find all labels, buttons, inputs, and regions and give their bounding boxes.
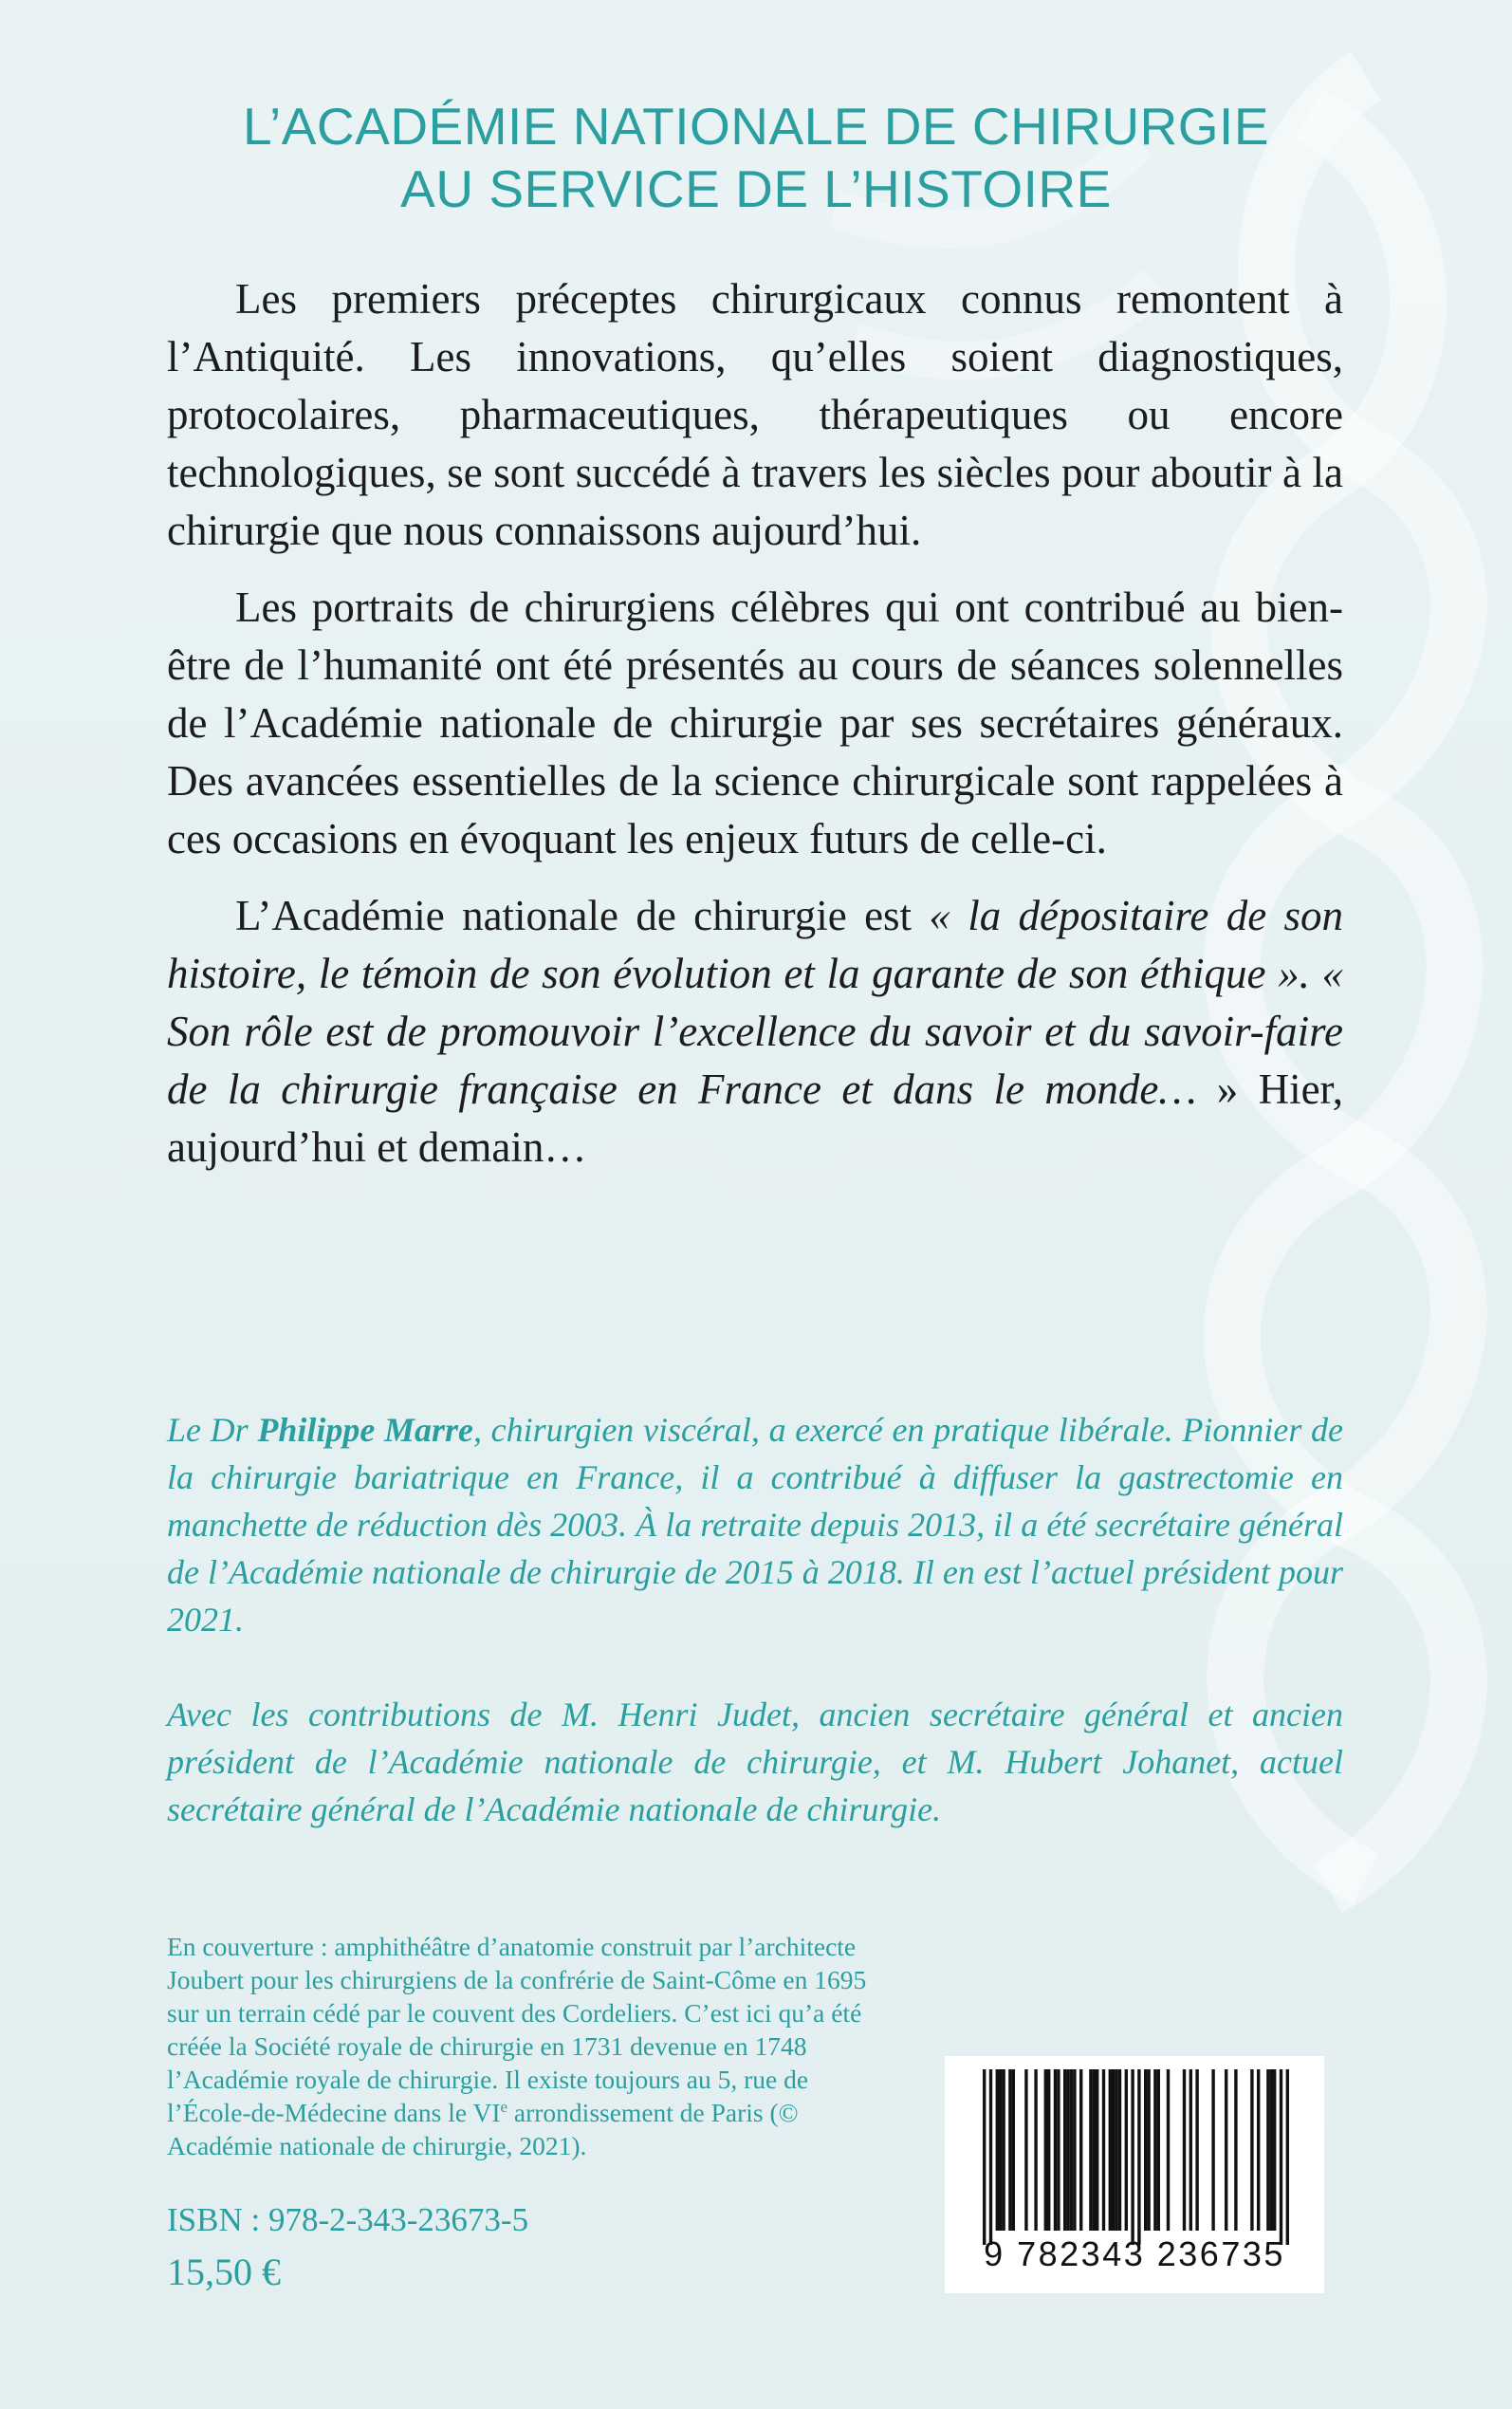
barcode-bar xyxy=(1073,2069,1076,2231)
barcode-bar xyxy=(1024,2069,1027,2231)
barcode-bar xyxy=(1167,2069,1170,2231)
barcode-bar xyxy=(1034,2069,1037,2231)
barcode-bar xyxy=(1047,2069,1050,2231)
title-line-2: AU SERVICE DE L’HISTOIRE xyxy=(400,159,1112,218)
barcode-digits: 9 782343 236735 xyxy=(984,2234,1285,2273)
barcode-bar xyxy=(1183,2069,1186,2231)
summary-paragraph-1: Les premiers préceptes chirurgicaux connus remontent à l’Antiquité. Les innovations, qu’elles soient diagnostiques, protocolaires, pharmaceutiques, thérapeutiques ou encore technologiques, se sont succédé à travers les siècles pour aboutir à la chirurgie que nous connaissons aujourd’hui. xyxy=(167,275,1343,554)
contributors-paragraph: Avec les contributions de M. Henri Judet, ancien secrétaire général et ancien président de l’Académie nationale de chirurgie, et M. Hubert Johanet, actuel secrétaire général de l’Académie nationale de chirurgie. xyxy=(167,1696,1343,1828)
author-bio xyxy=(167,1406,1343,1881)
barcode-bar xyxy=(1195,2069,1198,2231)
title-line-1: L’ACADÉMIE NATIONALE DE CHIRURGIE xyxy=(242,97,1270,156)
barcode-bar xyxy=(1131,2069,1134,2245)
bio-prefix: Le Dr xyxy=(167,1411,258,1449)
barcode-bar xyxy=(983,2069,986,2245)
caption-superscript: e xyxy=(500,2097,508,2116)
barcode-bar xyxy=(1144,2069,1147,2231)
barcode-bar xyxy=(1096,2069,1098,2231)
barcode-bar xyxy=(1257,2069,1260,2231)
barcode-bar xyxy=(1089,2069,1092,2231)
barcode-bar xyxy=(1286,2069,1289,2245)
academy-quote: « la dépositaire de son histoire, le témoin de son évolution et la garante de son éthique ». « Son rôle est de promouvoir l’excellence du savoir et du savoir-faire de la chirurgie française en France et dans le monde… xyxy=(167,892,1344,1113)
summary-paragraph-2: Les portraits de chirurgiens célèbres qui ont contribué au bien-être de l’humanité ont été présentés au cours de séances solennelles de l’Académie nationale de chirurgie par ses secrétaires généraux. Des avancées essentielles de la science chirurgicale sont rappelées à ces occasions en évoquant les enjeux futurs de celle-ci. xyxy=(167,584,1343,862)
barcode-bar xyxy=(1070,2069,1073,2231)
barcode-bar xyxy=(1147,2069,1150,2231)
barcode-bar xyxy=(1012,2069,1015,2231)
barcode-bar xyxy=(1125,2069,1128,2231)
barcode-bar xyxy=(1115,2069,1117,2231)
barcode-bar xyxy=(1234,2069,1237,2231)
barcode-bar xyxy=(1225,2069,1227,2231)
author-name: Philippe Marre xyxy=(257,1411,473,1449)
bio-description: , chirurgien viscéral, a exercé en pratique libérale. Pionnier de la chirurgie bariatrique en France, il a contribué à diffuser la gastrectomie en manchette de réduction dès 2003. À la retraite depuis 2013, il a été secrétaire général de l’Académie nationale de chirurgie de 2015 à 2018. Il en est l’actuel président pour 2021. xyxy=(167,1411,1343,1639)
author-bio-paragraph xyxy=(167,1406,1343,1643)
barcode-bar xyxy=(999,2069,1002,2231)
back-cover-title xyxy=(0,95,1512,220)
summary-paragraph-3 xyxy=(167,887,1343,1177)
barcode-bar xyxy=(1079,2069,1082,2231)
paragraph-3-intro: L’Académie nationale de chirurgie est xyxy=(235,892,930,939)
caption-text: En couverture : amphithéâtre d’anatomie construit par l’architecte Joubert pour les chirurgiens de la confrérie de Saint-Côme en 1695 sur un terrain cédé par le couvent des Cordeliers. C’est ici qu’a été créée la Société royale de chirurgie en 1731 devenue en 1748 l’Académie royale de chirurgie. Il existe toujours au 5, rue de l’École-de-Médecine dans le VI xyxy=(167,1932,867,2127)
barcode-bar xyxy=(1002,2069,1005,2231)
barcode-bar xyxy=(1250,2069,1253,2231)
barcode-bar xyxy=(1266,2069,1269,2231)
barcode-bar xyxy=(1153,2069,1156,2231)
barcode-bar xyxy=(1093,2069,1096,2231)
barcode-bar xyxy=(1211,2069,1214,2231)
barcode-bar xyxy=(1044,2069,1047,2231)
barcode-bar xyxy=(1270,2069,1273,2231)
barcode-bar xyxy=(1109,2069,1112,2231)
barcode-bar xyxy=(1008,2069,1011,2231)
barcode-bar xyxy=(1280,2069,1282,2245)
barcode xyxy=(945,2056,1324,2293)
summary-text xyxy=(167,270,1343,1195)
paragraph-3-ending: » Hier, aujourd’hui et demain… xyxy=(167,1066,1343,1171)
barcode-bar xyxy=(1112,2069,1115,2231)
barcode-bar xyxy=(1063,2069,1066,2231)
barcode-bar xyxy=(996,2069,999,2231)
price: 15,50 € xyxy=(167,2251,281,2293)
caption-text-end: arrondissement de Paris (© Académie nationale de chirurgie, 2021). xyxy=(167,2098,799,2160)
barcode-bar xyxy=(1054,2069,1057,2231)
isbn: ISBN : 978-2-343-23673-5 xyxy=(167,2201,529,2238)
barcode-bar xyxy=(1102,2069,1105,2231)
barcode-bar xyxy=(1273,2069,1276,2231)
barcode-bar xyxy=(1057,2069,1060,2231)
barcode-bar xyxy=(1157,2069,1160,2231)
barcode-bar xyxy=(1118,2069,1121,2231)
barcode-bar xyxy=(1066,2069,1069,2231)
barcode-bar xyxy=(1189,2069,1192,2231)
barcode-bar xyxy=(989,2069,992,2245)
cover-caption xyxy=(167,1930,888,2162)
barcode-bar xyxy=(1137,2069,1140,2245)
